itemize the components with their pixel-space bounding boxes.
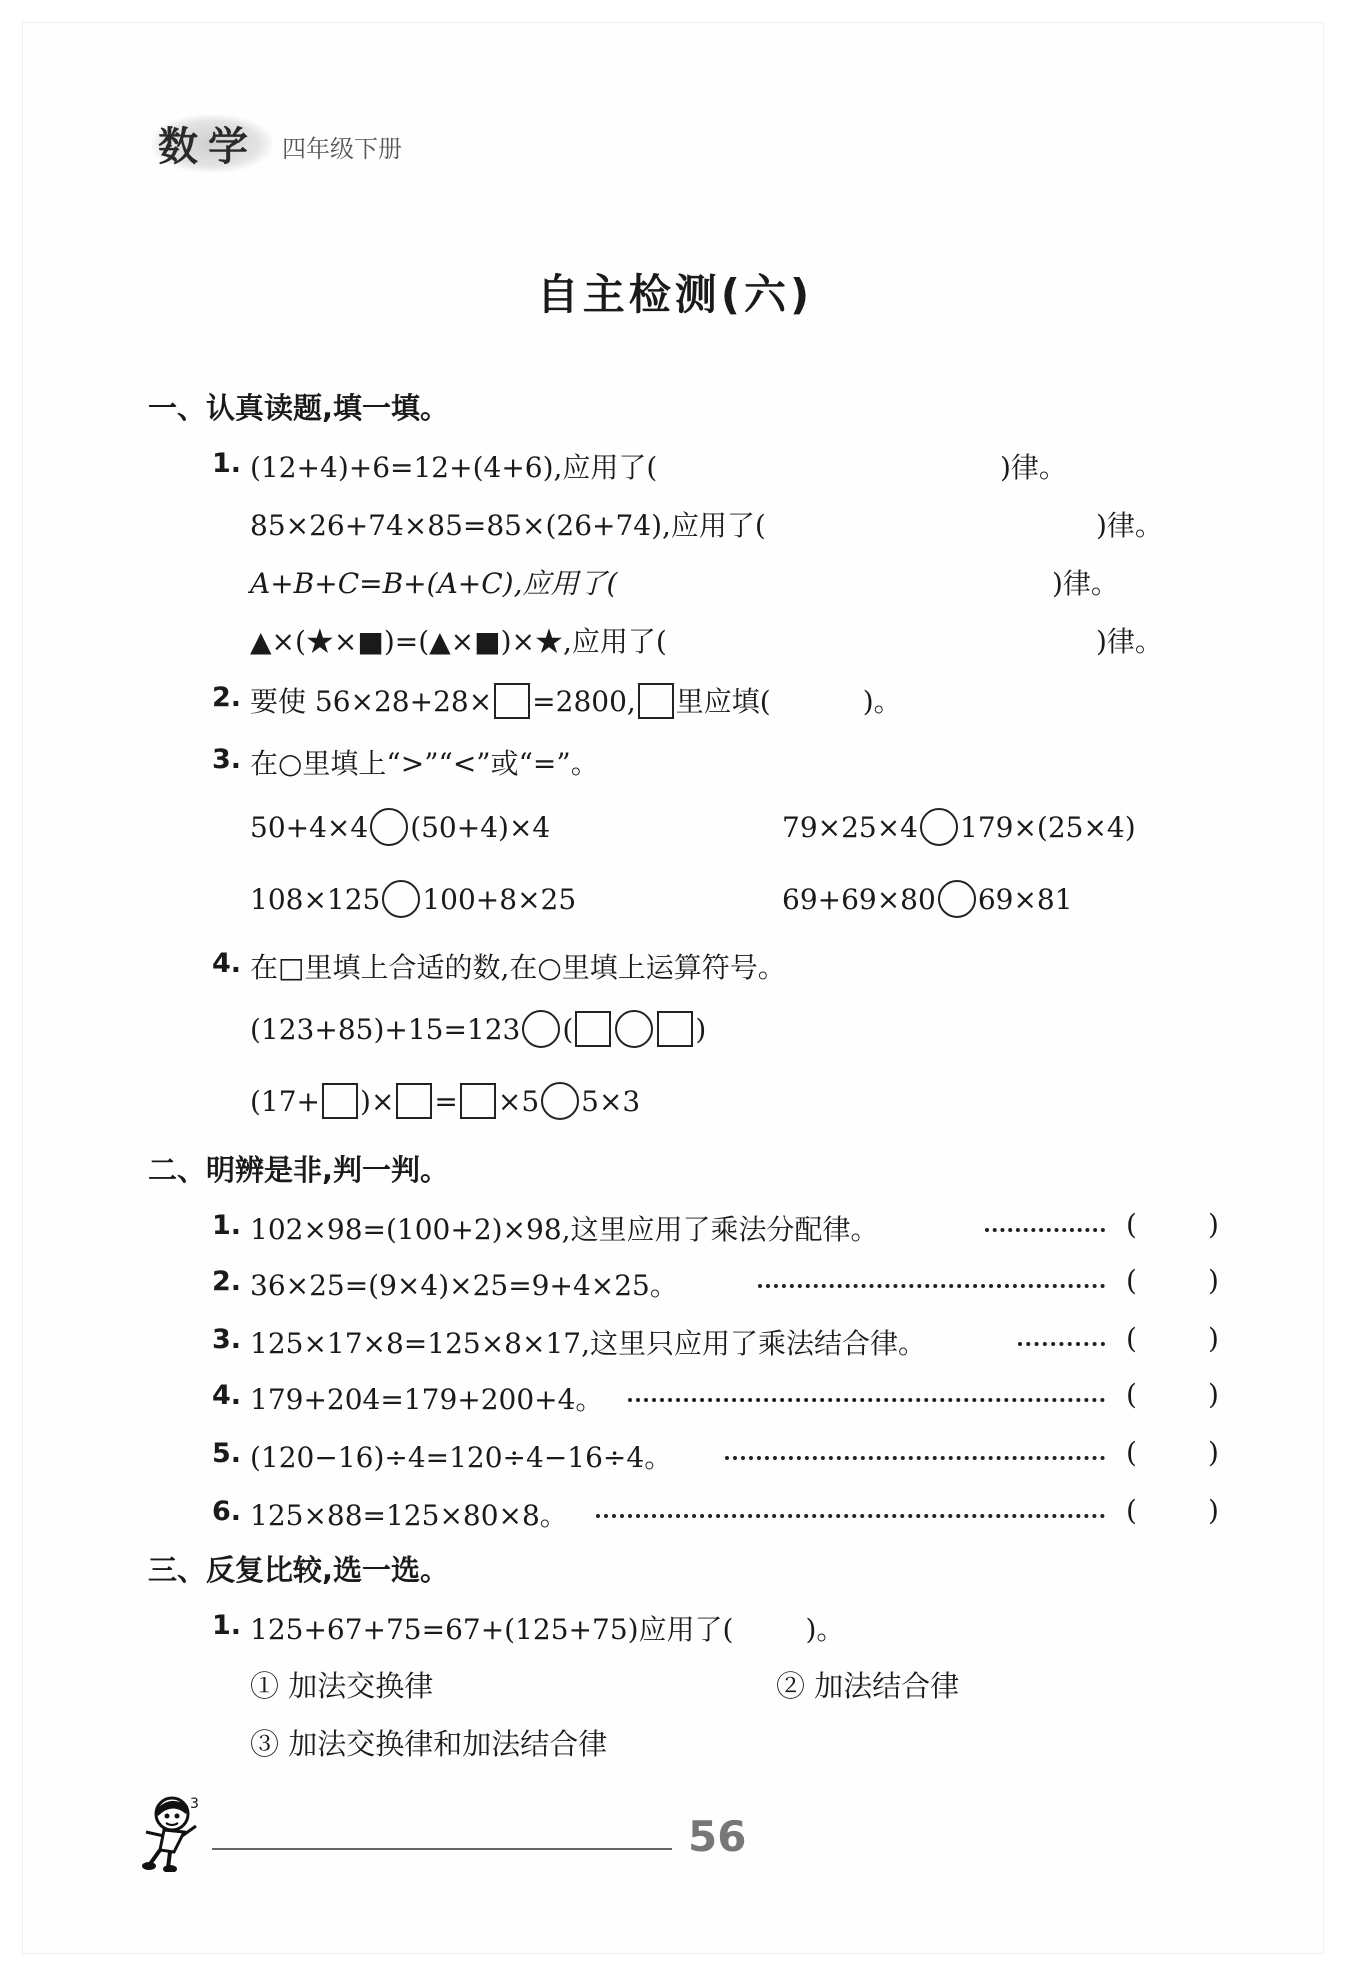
page-number: 56: [688, 1812, 747, 1861]
book-header: [152, 112, 402, 172]
s1-q4-line1: [250, 1010, 706, 1048]
s1-q4-line2-d: ×5: [497, 1085, 540, 1118]
s2-item-text: 102×98=(100+2)×98,这里应用了乘法分配律。: [250, 1213, 879, 1246]
s1-q4-line2-e: 5×3: [581, 1085, 641, 1118]
s1-q3-prompt: 在○里填上“>”“<”或“=”。: [250, 747, 599, 780]
section-3-heading: 三、反复比较,选一选。: [148, 1553, 450, 1587]
leader-dots: [725, 1456, 1105, 1460]
s1-q1-line1-tail: )律。: [1000, 451, 1067, 484]
s1-q4-line1-b: (: [562, 1013, 574, 1046]
s1-q1-line3: A+B+C=B+(A+C),应用了(: [250, 567, 618, 600]
answer-circle[interactable]: [370, 808, 408, 846]
compare-right: 179×(25×4): [960, 811, 1136, 844]
s1-q4-prompt: 在□里填上合适的数,在○里填上运算符号。: [250, 951, 786, 984]
paren-open: (: [1126, 1494, 1137, 1527]
paren-open: (: [1126, 1322, 1137, 1355]
s1-q1-line1: [250, 446, 657, 486]
s1-q2-text-c: 里应填(: [675, 685, 771, 718]
answer-circle[interactable]: [920, 808, 958, 846]
answer-box[interactable]: [657, 1011, 693, 1047]
paren-open: (: [1126, 1378, 1137, 1411]
paren-open: (: [1126, 1436, 1137, 1469]
answer-box[interactable]: [322, 1083, 358, 1119]
s1-q2-text-a: 要使 56×28+28×: [250, 685, 493, 718]
s2-item-text: 36×25=(9×4)×25=9+4×25。: [250, 1269, 678, 1302]
paren-close: ): [1208, 1322, 1219, 1355]
s2-item-text: 125×88=125×80×8。: [250, 1499, 568, 1532]
s1-q4-line1-c: ): [695, 1013, 707, 1046]
answer-box[interactable]: [638, 683, 674, 719]
choice-option-1[interactable]: ① 加法交换律: [250, 1669, 434, 1703]
page-title: 自主检测(六): [536, 270, 814, 319]
grade-label: 四年级下册: [282, 135, 402, 163]
s1-q1-line4-tail: )律。: [1096, 625, 1163, 658]
answer-circle[interactable]: [541, 1082, 579, 1120]
s2-item-number: 4.: [212, 1380, 242, 1411]
s1-q1-line3-tail: )律。: [1052, 567, 1119, 600]
leader-dots: [758, 1284, 1105, 1288]
choice-option-3[interactable]: ③ 加法交换律和加法结合律: [250, 1727, 608, 1761]
compare-right: 100+8×25: [422, 883, 577, 916]
s3-q1-tail: )。: [805, 1613, 845, 1646]
s1-q2-text-b: =2800,: [532, 685, 636, 718]
compare-left: 50+4×4: [250, 811, 369, 844]
s3-q1-line: [250, 1608, 844, 1648]
s2-item-number: 3.: [212, 1324, 242, 1355]
s1-q4-number: 4.: [212, 948, 242, 979]
s1-q2-number: 2.: [212, 682, 242, 713]
subject-label: 数学: [152, 115, 272, 172]
s1-q1-number: 1.: [212, 448, 242, 479]
compare-item: [782, 808, 1136, 846]
s3-q1-number: 1.: [212, 1610, 242, 1641]
paren-close: ): [1208, 1378, 1219, 1411]
s1-q3-number: 3.: [212, 744, 242, 775]
paren-open: (: [1126, 1208, 1137, 1241]
answer-circle[interactable]: [615, 1010, 653, 1048]
s2-item-text: 125×17×8=125×8×17,这里只应用了乘法结合律。: [250, 1327, 926, 1360]
answer-box[interactable]: [494, 683, 530, 719]
section-2-heading: 二、明辨是非,判一判。: [148, 1153, 450, 1187]
leader-dots: [596, 1514, 1105, 1518]
paren-open: (: [1126, 1264, 1137, 1297]
s3-q1-text: 125+67+75=67+(125+75)应用了(: [250, 1613, 734, 1646]
paren-close: ): [1208, 1208, 1219, 1241]
s1-q4-line2-a: (17+: [250, 1085, 321, 1118]
s2-item-text: 179+204=179+200+4。: [250, 1383, 604, 1416]
s1-q4-line2: [250, 1082, 640, 1120]
answer-circle[interactable]: [382, 880, 420, 918]
answer-box[interactable]: [396, 1083, 432, 1119]
compare-item: [250, 808, 550, 846]
s2-item-number: 6.: [212, 1496, 242, 1527]
leader-dots: [1018, 1342, 1105, 1346]
compare-left: 79×25×4: [782, 811, 918, 844]
s1-q1-line1-text: (12+4)+6=12+(4+6),应用了(: [250, 451, 658, 484]
s1-q4-line2-b: )×: [360, 1085, 395, 1118]
s1-q4-line2-c: =: [434, 1085, 458, 1118]
s1-q2-text-d: )。: [862, 685, 902, 718]
s2-item-number: 2.: [212, 1266, 242, 1297]
answer-circle[interactable]: [938, 880, 976, 918]
paren-close: ): [1208, 1494, 1219, 1527]
s1-q1-line2: 85×26+74×85=85×(26+74),应用了(: [250, 509, 766, 542]
mascot-icon: [140, 1792, 210, 1872]
choice-option-2[interactable]: ② 加法结合律: [776, 1669, 960, 1703]
s2-item-number: 5.: [212, 1438, 242, 1469]
s1-q1-line4: ▲×(★×■)=(▲×■)×★,应用了(: [250, 625, 667, 658]
compare-left: 69+69×80: [782, 883, 936, 916]
compare-right: (50+4)×4: [410, 811, 551, 844]
leader-dots: [628, 1398, 1105, 1402]
paren-close: ): [1208, 1264, 1219, 1297]
answer-circle[interactable]: [522, 1010, 560, 1048]
answer-box[interactable]: [460, 1083, 496, 1119]
compare-right: 69×81: [977, 883, 1073, 916]
s2-item-number: 1.: [212, 1210, 242, 1241]
answer-box[interactable]: [575, 1011, 611, 1047]
s1-q1-line2-tail: )律。: [1096, 509, 1163, 542]
section-1-heading: 一、认真读题,填一填。: [148, 391, 450, 425]
compare-left: 108×125: [250, 883, 381, 916]
s2-item-text: (120−16)÷4=120÷4−16÷4。: [250, 1441, 673, 1474]
footer-rule: [212, 1848, 672, 1850]
compare-item: [782, 880, 1073, 918]
compare-item: [250, 880, 576, 918]
paren-close: ): [1208, 1436, 1219, 1469]
s1-q4-line1-a: (123+85)+15=123: [250, 1013, 521, 1046]
s1-q2-line: [250, 680, 902, 720]
svg-text:3: 3: [190, 1796, 199, 1812]
leader-dots: [985, 1228, 1105, 1232]
